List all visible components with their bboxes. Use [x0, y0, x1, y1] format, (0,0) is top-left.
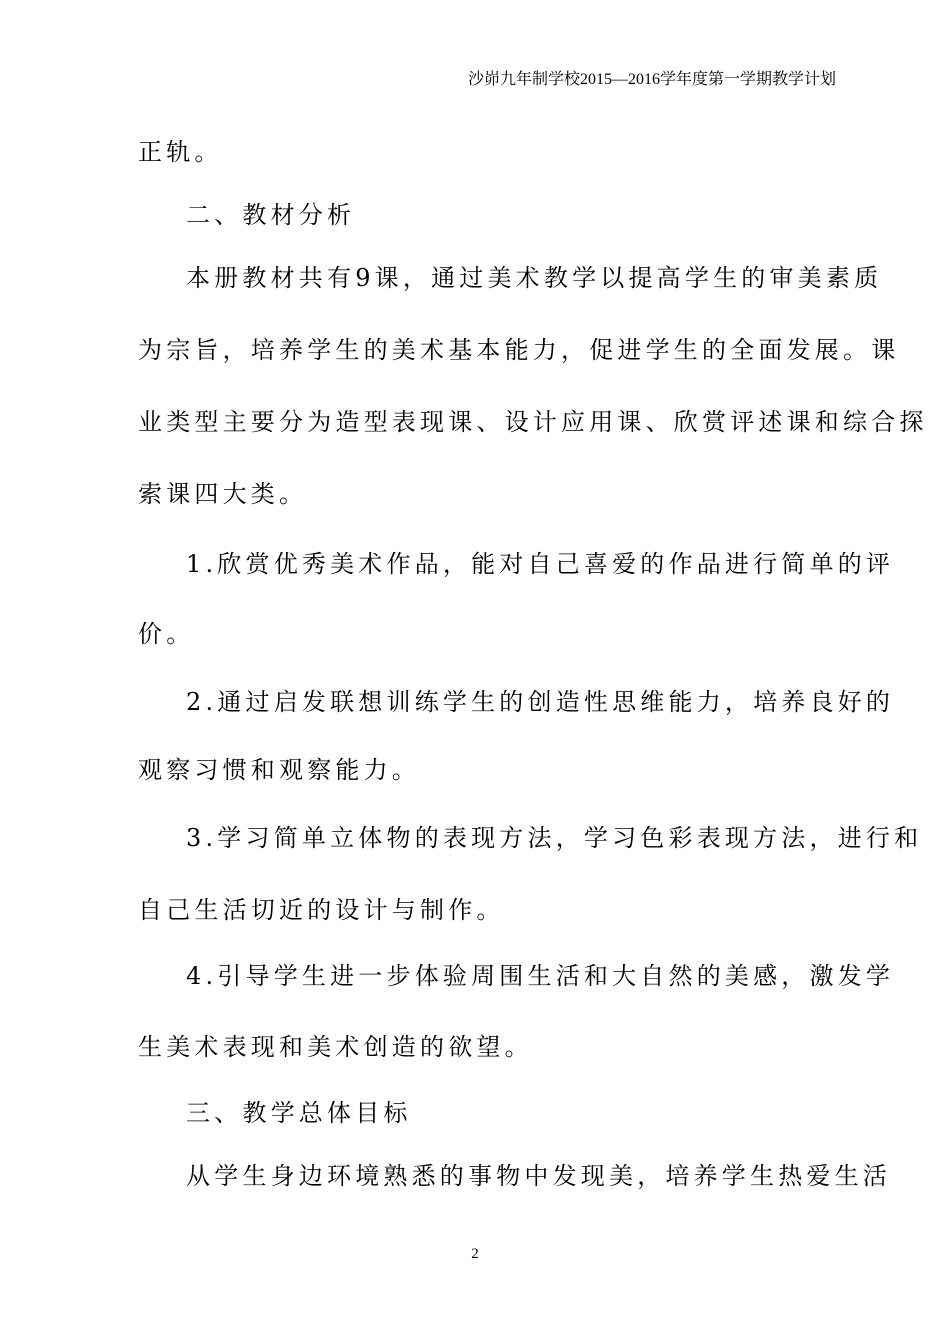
text-line: 观察习惯和观察能力。 [138, 756, 420, 784]
text-line: 索课四大类。 [138, 480, 308, 508]
section-heading: 三、教学总体目标 [186, 1099, 412, 1127]
text-line: 为宗旨，培养学生的美术基本能力，促进学生的全面发展。课 [138, 336, 900, 364]
list-item: 3.学习简单立体物的表现方法，学习色彩表现方法，进行和 [186, 824, 923, 852]
text-line: 从学生身边环境熟悉的事物中发现美，培养学生热爱生活 [186, 1162, 891, 1190]
section-heading: 二、教材分析 [186, 201, 356, 229]
list-item: 2.通过启发联想训练学生的创造性思维能力，培养良好的 [186, 688, 895, 716]
page-number: 2 [471, 1246, 479, 1262]
page-header: 沙峁九年制学校2015—2016学年度第一学期教学计划 [467, 71, 836, 88]
text-line: 生美术表现和美术创造的欲望。 [138, 1033, 533, 1061]
text-line: 自己生活切近的设计与制作。 [138, 896, 505, 924]
text-line: 本册教材共有9课，通过美术教学以提高学生的审美素质 [186, 264, 883, 292]
list-item: 1.欣赏优秀美术作品，能对自己喜爱的作品进行简单的评 [186, 550, 895, 578]
list-item: 4.引导学生进一步体验周围生活和大自然的美感，激发学 [186, 962, 895, 990]
text-line: 价。 [138, 620, 195, 648]
text-line: 正轨。 [138, 138, 223, 166]
text-line: 业类型主要分为造型表现课、设计应用课、欣赏评述课和综合探 [138, 408, 928, 436]
